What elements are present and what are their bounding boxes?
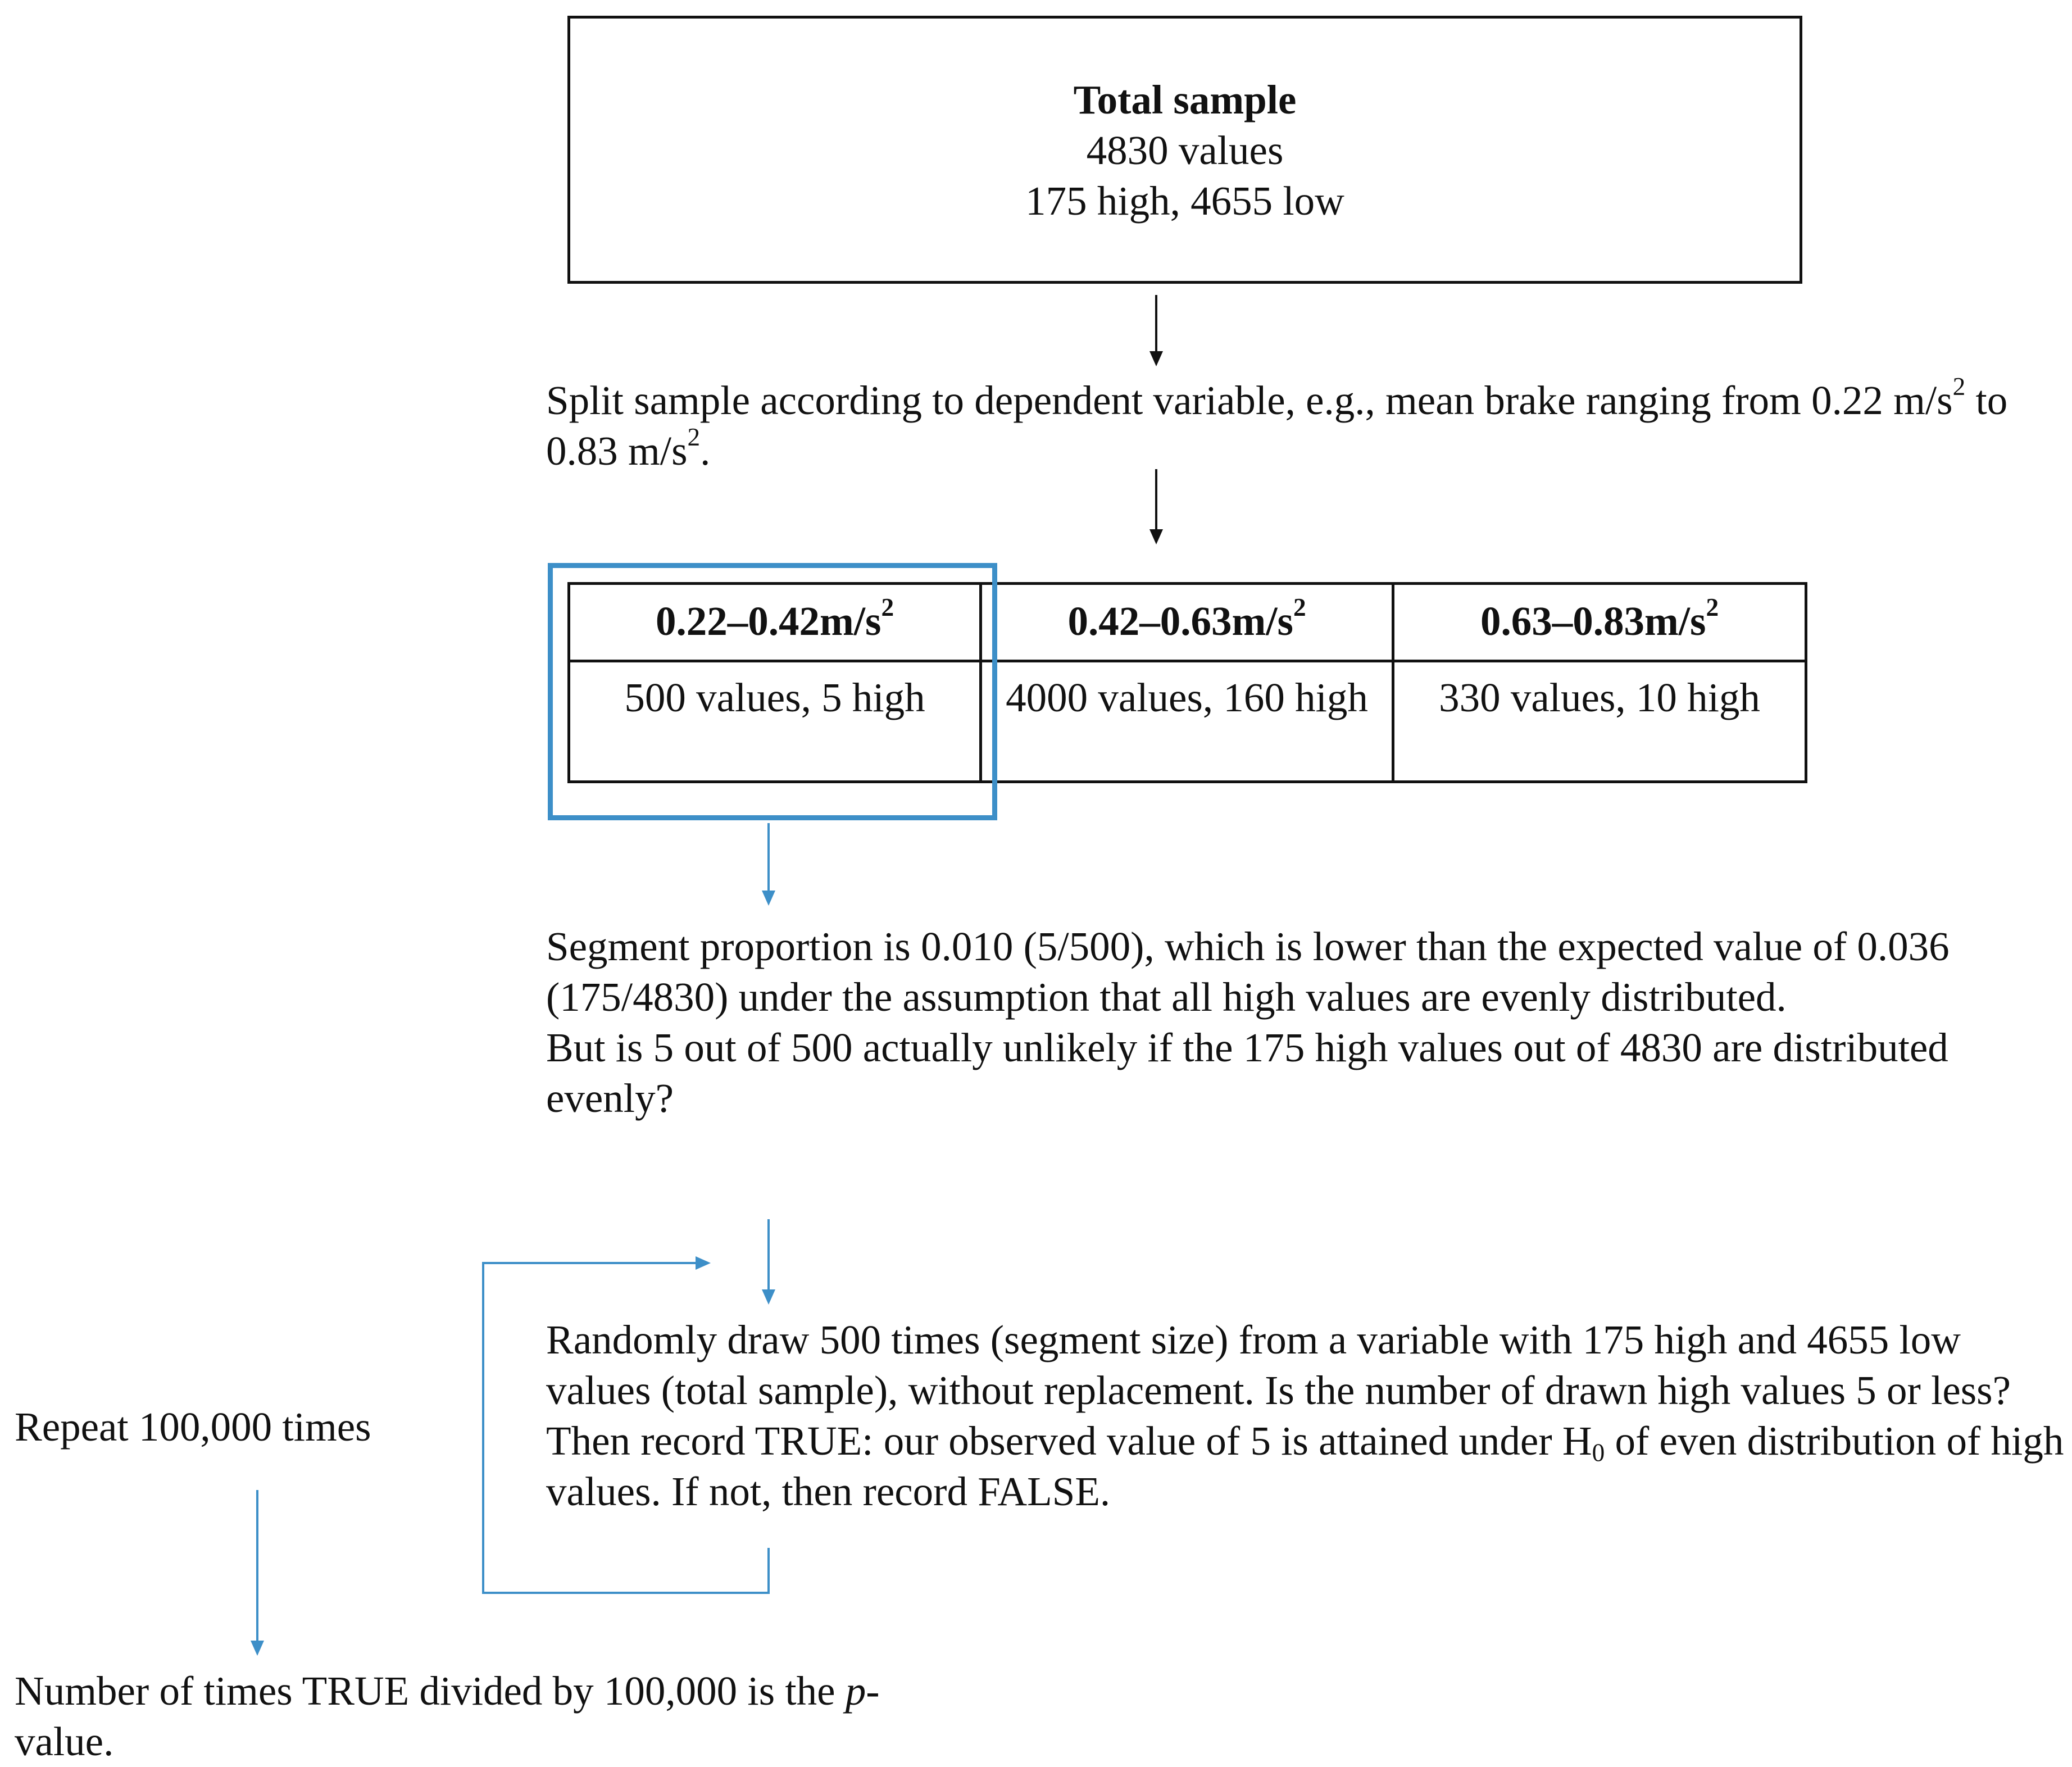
repeat-label: Repeat 100,000 times <box>15 1404 371 1450</box>
proportion-text-2: But is 5 out of 500 actually unlikely if the 175 high values out of 4830 are distributed evenly? <box>546 1025 1948 1121</box>
result-text-italic: p <box>845 1668 866 1714</box>
total-sample-box <box>567 16 1802 284</box>
segment-header-3: $0.63-0.83m/s^2$ <box>1393 584 1806 661</box>
simulation-description <box>546 1315 2072 1517</box>
simulation-sub: 0 <box>1592 1438 1605 1467</box>
split-sup-1: 2 <box>1952 373 1966 401</box>
split-sup-2: 2 <box>687 423 701 452</box>
proportion-text-1: Segment proportion is 0.010 (5/500), which is lower than the expected value of 0.036 (175/4830) under the assumption that all high values are evenly distributed. <box>546 924 1950 1020</box>
result-text-main: Number of times TRUE divided by 100,000 is the <box>15 1668 846 1714</box>
total-sample-title: Total sample <box>1073 77 1297 122</box>
segment-header-2: $0.42-0.63m/s^2$ <box>981 584 1393 661</box>
arrow-split-to-segments <box>1149 469 1163 544</box>
split-text-main: Split sample according to dependent variable, e.g., mean brake ranging from 0.22 m/s <box>546 378 1953 423</box>
arrow-repeat-to-result <box>251 1490 264 1656</box>
segment-desc-2: 4000 values, 160 high <box>981 661 1393 782</box>
proportion-description <box>546 921 1984 1124</box>
arrow-proportion-to-draw <box>762 1219 775 1305</box>
total-sample-count: 4830 values <box>1086 128 1284 173</box>
split-text-mid: to 0.83 m/s <box>546 378 2008 474</box>
segment-desc-1: 500 values, 5 high <box>569 661 981 782</box>
segment-header-1: $0.22-0.42m/s^2$ <box>569 584 981 661</box>
segment-desc-3: 330 values, 10 high <box>1393 661 1806 782</box>
segment-highlight-frame <box>548 563 997 820</box>
total-sample-split: 175 high, 4655 low <box>1025 178 1344 224</box>
split-description <box>546 375 2035 476</box>
arrow-total-to-split <box>1149 295 1163 366</box>
result-text-end: -value. <box>15 1668 880 1764</box>
split-text-end: . <box>700 428 711 474</box>
arrow-segment-to-proportion <box>762 823 775 906</box>
simulation-text-end: of even distribution of high values. If not, then record FALSE. <box>546 1418 2064 1514</box>
simulation-text-main: Randomly draw 500 times (segment size) from a variable with 175 high and 4655 low values (total sample), without replacement. Is the number of drawn high values 5 or less? Then record TRUE: our observed value of 5 is attained under H <box>546 1317 2011 1464</box>
result-description <box>15 1666 897 1767</box>
